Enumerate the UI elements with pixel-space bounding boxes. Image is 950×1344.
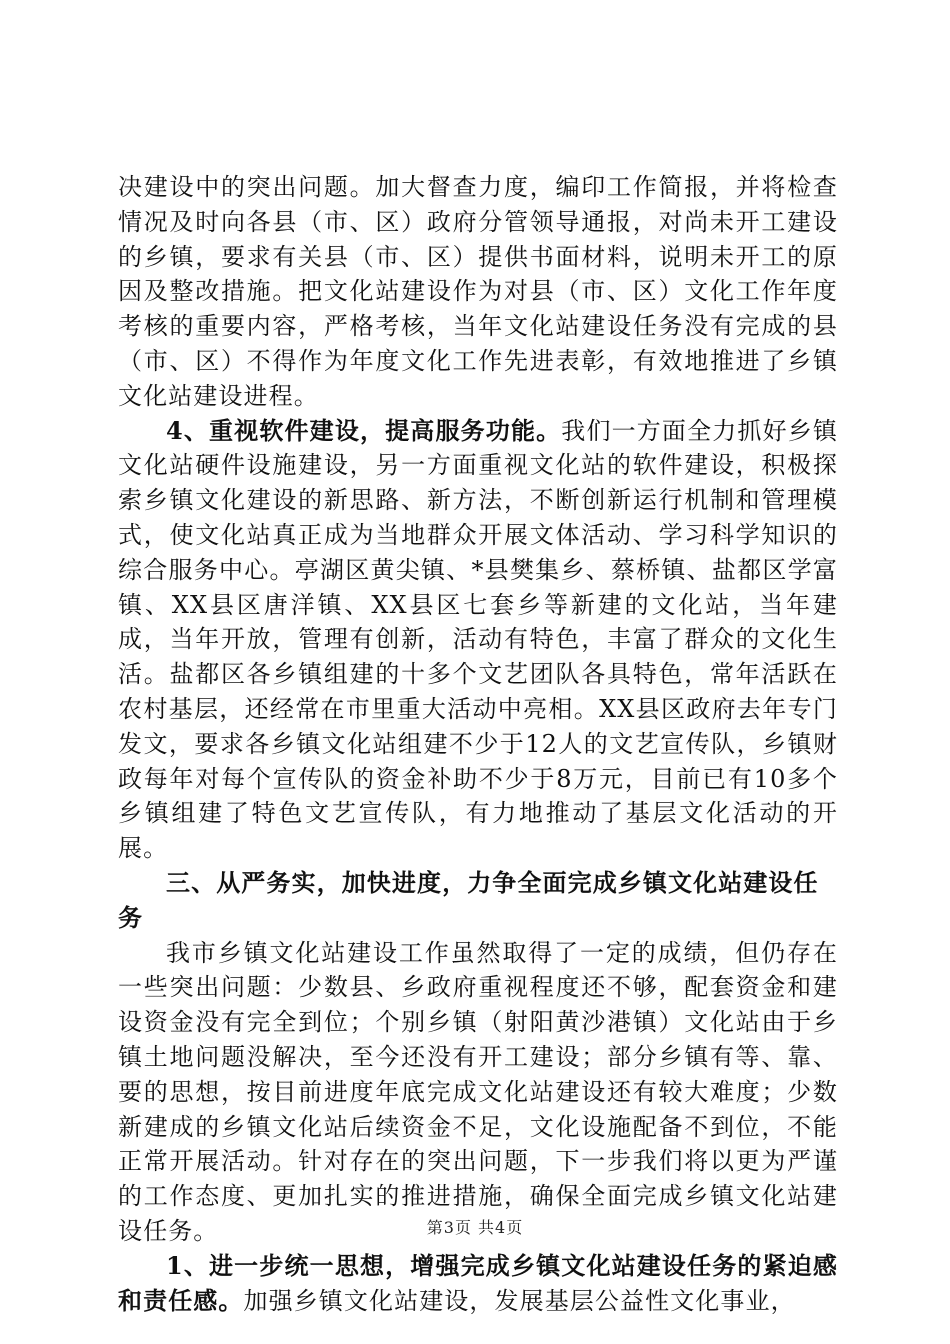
paragraph-text: 加强乡镇文化站建设，发展基层公益性文化事业，	[243, 1286, 796, 1315]
paragraph-bold-lead: 4、重视软件建设，提高服务功能。	[166, 415, 562, 445]
paragraph-bold-lead: 1、进一步统一思想，增强完成乡镇文化站建设任务的紧迫感和责任感。	[118, 1250, 838, 1315]
document-body	[118, 170, 838, 1318]
paragraph-unify-thinking	[118, 1249, 838, 1319]
paragraph-text: 我们一方面全力抓好乡镇文化站硬件设施建设，另一方面重视文化站的软件建设，积极探索乡镇文化建设的新思路、新方法，不断创新运行机制和管理模式，使文化站真正成为当地群众开展文体活动、学习科学知识的综合服务中心。亭湖区黄尖镇、*县樊集乡、蔡桥镇、盐都区学富镇、XX县区唐洋镇、XX县区七套乡等新建的文化站，当年建成，当年开放，管理有创新，活动有特色，丰富了群众的文化生活。盐都区各乡镇组建的十多个文艺团队各具特色，常年活跃在农村基层，还经常在市里重大活动中亮相。XX县区政府去年专门发文，要求各乡镇文化站组建不少于12人的文艺宣传队，乡镇财政每年对每个宣传队的资金补助不少于8万元，目前已有10多个乡镇组建了特色文艺宣传队，有力地推动了基层文化活动的开展。	[118, 416, 838, 863]
paragraph-software-construction	[118, 414, 838, 866]
section-heading-three: 三、从严务实，加快进度，力争全面完成乡镇文化站建设任务	[118, 867, 819, 932]
paragraph-text: 决建设中的突出问题。加大督查力度，编印工作简报，并将检查情况及时向各县（市、区）政府分管领导通报，对尚未开工建设的乡镇，要求有关县（市、区）提供书面材料，说明未开工的原因及整改措施。把文化站建设作为对县（市、区）文化工作年度考核的重要内容，严格考核，当年文化站建设任务没有完成的县（市、区）不得作为年度文化工作先进表彰，有效地推进了乡镇文化站建设进程。	[118, 173, 838, 410]
paragraph-text: 我市乡镇文化站建设工作虽然取得了一定的成绩，但仍存在一些突出问题：少数县、乡政府重视程度还不够，配套资金和建设资金没有完全到位；个别乡镇（射阳黄沙港镇）文化站由于乡镇土地问题没解决，至今还没有开工建设；部分乡镇有等、靠、要的思想，按目前进度年底完成文化站建设还有较大难度；少数新建成的乡镇文化站后续资金不足，文化设施配备不到位，不能正常开展活动。针对存在的突出问题，下一步我们将以更为严谨的工作态度、更加扎实的推进措施，确保全面完成乡镇文化站建设任务。	[118, 938, 838, 1245]
paragraph-problems	[118, 936, 838, 1249]
paragraph-continuation	[118, 170, 838, 414]
page-footer: 第3页 共4页	[426, 1218, 524, 1237]
